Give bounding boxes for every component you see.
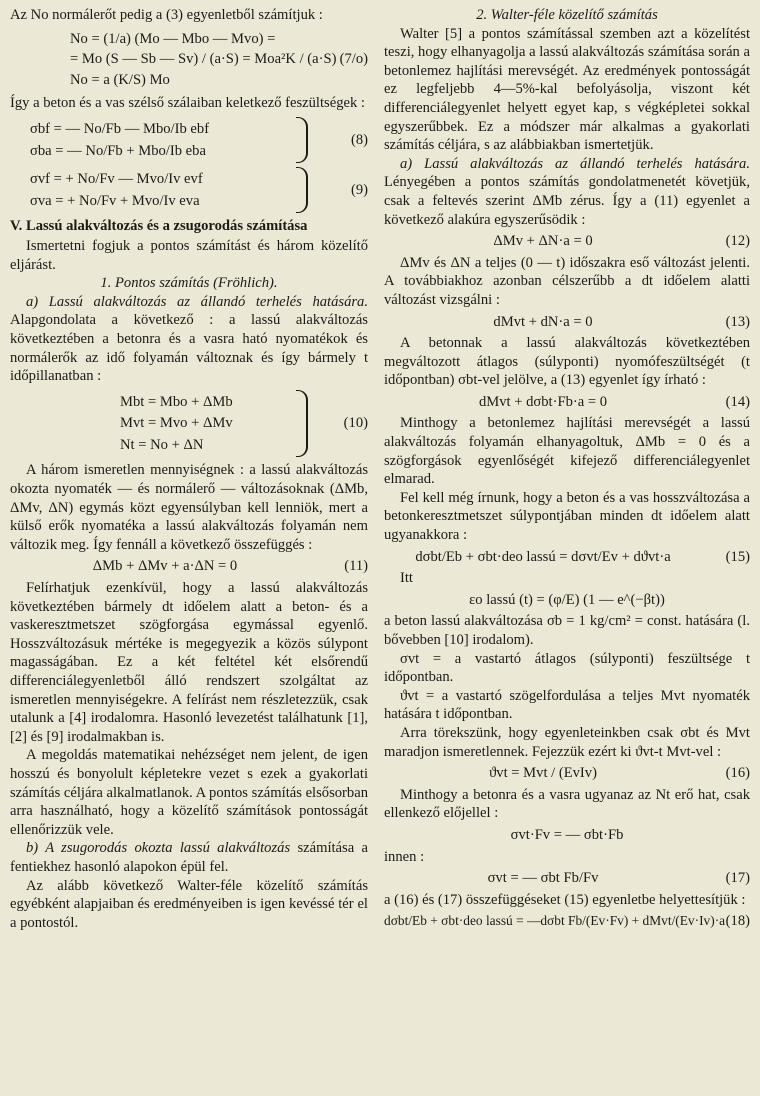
equation: σvt·Fv = — σbt·Fb xyxy=(510,826,624,843)
equation-line: No = a (K/S) Mo xyxy=(70,71,170,88)
equation-16 xyxy=(384,764,750,783)
brace xyxy=(296,390,308,458)
equation-line: σvf = + No/Fv — Mvo/Iv evf xyxy=(30,171,203,188)
equation-line: Mbt = Mbo + ΔMb xyxy=(120,393,233,410)
paragraph: ϑvt = a vastartó szögelfordulása a teljes Mvt nyomaték hatására t időpontban. xyxy=(384,687,750,723)
equation-line: No = (1/a) (Mo — Mbo — Mvo) = xyxy=(70,30,276,47)
paragraph: σvt = a vastartó átlagos (súlyponti) feszültsége t időpontban. xyxy=(384,650,750,686)
equation-line: σbf = — No/Fb — Mbo/Ib ebf xyxy=(30,120,210,137)
equation-15 xyxy=(384,548,750,567)
equation: dMvt + dσbt·Fb·a = 0 xyxy=(478,393,608,410)
paragraph: Arra törekszünk, hogy egyenleteinkben csak σbt és Mvt maradjon ismeretlennek. Fejezzük ezért ki ϑvt-t Mvt-vel : xyxy=(384,724,750,760)
right-column xyxy=(384,6,750,934)
brace xyxy=(296,167,308,213)
paragraph-text: Alapgondolata a következő : a lassú alakváltozás következtében a betonra és a vasra ható nyomatékok és normálerők az idő folyamán változnak és így bármely t időpillanatban : xyxy=(10,312,368,385)
paragraph: A megoldás matematikai nehézséget nem jelent, de igen hosszú és bonyolult képletekre vezet s ezek a gyakorlati számítás céljára alkalmatlanok. A pontos számítás elsősorban arra használható, hogy a közelítő számítások pontosságát ellenőrizzük vele. xyxy=(10,747,368,838)
equation: dσbt/Eb + σbt·deo lassú = —dσbt Fb/(Ev·Fv) + dMvt/(Ev·Iv)·a xyxy=(384,913,726,929)
paragraph: Ismertetni fogjuk a pontos számítást és három közelítő eljárást. xyxy=(10,237,368,273)
equation: ΔMv + ΔN·a = 0 xyxy=(493,233,593,250)
equation-11 xyxy=(10,557,368,576)
equation-number: (16) xyxy=(725,765,750,782)
equation-13 xyxy=(384,313,750,332)
paragraph: a (16) és (17) összefüggéseket (15) egyenletbe helyettesítjük : xyxy=(384,891,746,908)
paragraph: Az alább következő Walter-féle közelítő számítás egyébként alapjaiban és eredményeiben is igen kevéssé tér el a pontostól. xyxy=(10,877,368,931)
equation: dσbt/Eb + σbt·deo lassú = dσvt/Ev + dϑvt·a xyxy=(415,548,671,565)
equation-7o xyxy=(10,28,368,92)
equation-number: (9) xyxy=(350,181,368,198)
paragraph: Az No normálerőt pedig a (3) egyenletből számítjuk : xyxy=(10,7,323,23)
paragraph xyxy=(10,839,368,876)
equation-number: (12) xyxy=(725,233,750,250)
equation: ϑvt = Mvt / (EvIv) xyxy=(489,765,597,782)
equation-line: Mvt = Mvo + ΔMv xyxy=(120,415,233,432)
paragraph: Minthogy a betonlemez hajlítási merevségét a lassú alakváltozás folyamán elhanyagoltuk, ΔMb = 0 és a szögforgások egyenlőségét kifejező differenciálegyenlet elmarad. xyxy=(384,415,750,488)
equation-number: (10) xyxy=(343,415,368,432)
equation-line: = Mo (S — Sb — Sv) / (a·S) = Moa²K / (a·S) xyxy=(70,51,337,68)
equation-number: (13) xyxy=(725,313,750,330)
equation-number: (18) xyxy=(725,913,750,930)
equation-number: (15) xyxy=(725,548,750,565)
paragraph: innen : xyxy=(384,848,425,865)
paragraph: ΔMv és ΔN a teljes (0 — t) időszakra eső változást jelenti. A továbbiakhoz azonban célszerűbb a dt időelem alatti változást vizsgálni : xyxy=(384,254,750,308)
equation-number: (17) xyxy=(725,870,750,887)
paragraph: A három ismeretlen mennyiségnek : a lassú alakváltozás okozta nyomaték — és normálerő — változásoknak (ΔMb, ΔMv, ΔN) egymás közt egyensúlyban kell lenniök, mert a külső erők nyomatéka a lassú alakváltozás folyamán nem változik meg. Így fennáll a következő összefüggés : xyxy=(10,462,368,553)
equation: εo lassú (t) = (φ/E) (1 — e^(−βt)) xyxy=(469,591,665,608)
paragraph: Walter [5] a pontos számítással szemben azt a közelítést teszi, hogy elhanyagolja a lassú alakváltozás számítása során a betonlemez hajlítási merevségét. Az eredmények pontosságát ez legfeljebb 4—5%-kal befolyásolja, viszont két differenciálegyenlet helyett egyet kap, s végképletei sokkal egyszerűbbek. Ez a módszer már alkalmas a gyakorlati számítás céljára, s az alábbiakban ismertetjük. xyxy=(384,25,750,154)
equation-number: (14) xyxy=(725,393,750,410)
equation-epsilon xyxy=(384,591,750,610)
paragraph: Így a beton és a vas szélső szálaiban keletkező feszültségek : xyxy=(10,95,365,112)
paragraph-text: számítása a fentiekhez hasonló alapokon épül fel. xyxy=(10,840,368,875)
subheading: 1. Pontos számítás (Fröhlich). xyxy=(100,275,278,292)
equation-8 xyxy=(10,117,368,163)
equation-number: (8) xyxy=(350,131,368,148)
paragraph-lead: a) Lassú alakváltozás az állandó terhelés hatására. xyxy=(26,293,368,310)
equation-line: Nt = No + ΔN xyxy=(120,436,204,453)
equation: σvt = — σbt Fb/Fv xyxy=(487,870,599,887)
paragraph: a beton lassú alakváltozása σb = 1 kg/cm² = const. hatására (l. bővebben [10] irodalom). xyxy=(384,613,750,648)
equation-10 xyxy=(10,390,368,458)
paragraph xyxy=(10,293,368,386)
paragraph: Fel kell még írnunk, hogy a beton és a vas hosszváltozása a betonkeresztmetszet súlypontjában minden dt időelem alatt ugyanakkora : xyxy=(384,489,750,544)
paragraph: Itt xyxy=(400,570,413,587)
equation-number: (11) xyxy=(344,558,368,575)
subheading: 2. Walter-féle közelítő számítás xyxy=(476,7,658,23)
section-heading: V. Lassú alakváltozás és a zsugorodás számítása xyxy=(10,218,308,235)
equation-18 xyxy=(384,912,750,931)
equation-17 xyxy=(384,869,750,888)
equation: dMvt + dN·a = 0 xyxy=(493,313,593,330)
paragraph-lead: b) A zsugorodás okozta lassú alakváltozás xyxy=(26,840,291,857)
paragraph-lead: a) Lassú alakváltozás az állandó terhelés hatására. xyxy=(400,155,750,172)
equation-9 xyxy=(10,167,368,213)
left-column xyxy=(10,6,368,932)
brace xyxy=(296,117,308,163)
paragraph xyxy=(384,155,750,229)
equation-14 xyxy=(384,393,750,412)
paragraph: A betonnak a lassú alakváltozás következtében megváltozott átlagos (súlyponti) nyomófeszültségét (t időpontban) σbt-vel jelölve, a (13) egyenlet így írható : xyxy=(384,335,750,389)
paragraph: Felírhatjuk ezenkívül, hogy a lassú alakváltozás következtében bármely dt időelem alatt a beton- és a vaskeresztmetszet szögforgása egymással egyenlő. Hosszváltozásuk mértéke is megegyezik a közös súlypont magasságában. Ez a két feltétel két elsőrendű differenciálegyenletből álló rendszert szolgáltat az ismeretlen mennyiségekre. A felírást nem részletezzük, csak utalunk a [4] irodalomra. Hasonló levezetést találhatunk [1], [2] és [9] irodalmakban is. xyxy=(10,580,368,745)
equation-12 xyxy=(384,232,750,251)
equation-force-balance xyxy=(384,826,750,845)
equation: ΔMb + ΔMv + a·ΔN = 0 xyxy=(92,558,238,575)
equation-line: σba = — No/Fb + Mbo/Ib eba xyxy=(30,142,206,159)
equation-line: σva = + No/Fv + Mvo/Iv eva xyxy=(30,192,200,209)
paragraph: Minthogy a betonra és a vasra ugyanaz az Nt erő hat, csak ellenkező előjellel : xyxy=(384,786,750,822)
equation-number: (7/o) xyxy=(339,51,368,68)
paragraph-text: Lényegében a pontos számítás gondolatmenetét követjük, csak a feltevés szerint ΔMb zérus. Így a (11) egyenlet a következő alakúra egyszerűsödik : xyxy=(384,174,750,228)
